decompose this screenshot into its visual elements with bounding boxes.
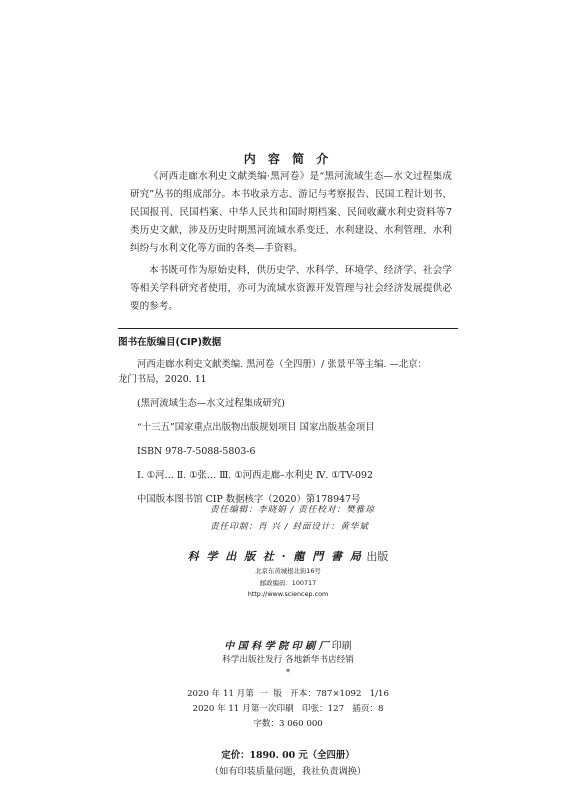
price-line: 定价：1890. 00 元（全四册） xyxy=(221,750,355,761)
section-divider xyxy=(118,328,458,329)
quality-note: （如有印装质量问题，我社负责调换） xyxy=(209,766,367,777)
publisher-names: 科 学 出 版 社 · 龍 門 書 局 xyxy=(187,550,363,563)
publisher-address: 北京东黄城根北街16号 xyxy=(255,567,321,575)
cip-number: 中国版本图书馆 CIP 数据核字（2020）第178947号 xyxy=(137,494,361,505)
publisher-line xyxy=(0,548,576,564)
cip-block xyxy=(118,357,458,507)
word-count: 字数：3 060 000 xyxy=(253,719,323,729)
cip-heading: 图书在版编目(CIP)数据 xyxy=(118,337,222,348)
cip-project: “十三五”国家重点出版物出版规划项目 国家出版基金项目 xyxy=(137,422,375,433)
credits-line-1: 责任编辑：李晓娟 / 责任校对：樊雅琼 xyxy=(210,505,375,515)
cip-isbn: ISBN 978-7-5088-5803-6 xyxy=(137,446,256,457)
cip-entry-line-1: 河西走廊水利史文献类编. 黑河卷（全四册）/ 张景平等主编. —北京： xyxy=(137,359,427,370)
publisher-postcode: 邮政编码：100717 xyxy=(259,579,317,587)
cip-series: (黑河流域生态—水文过程集成研究) xyxy=(137,398,285,409)
printer-name: 中 国 科 学 院 印 刷 厂 xyxy=(224,641,329,652)
credits-line-2: 责任印制：肖 兴 / 封面设计：黄华斌 xyxy=(210,522,369,532)
intro-paragraph-1: 《河西走廊水利史文献类编·黑河卷》是“黑河流域生态—水文过程集成研究”丛书的组成部分。本书收录方志、游记与考察报告、民国工程计划书、民国报刊、民国档案、中华人民共和国时期档案、民间收藏水利史资料等7类历史文献，涉及历史时期黑河流域水系变迁、水利建设、水利管理、水利纠纷与水利文化等方面的各类—手资料。 xyxy=(130,171,452,254)
intro-title: 内 容 简 介 xyxy=(243,152,333,166)
publisher-website: http://www.sciencep.com xyxy=(247,590,329,598)
cip-entry-line-2: 龙门书局，2020. 11 xyxy=(118,374,207,385)
publisher-suffix: 出版 xyxy=(366,550,389,563)
intro-paragraph-2: 本书既可作为原始史料，供历史学、水科学、环境学、经济学、社会学等相关学科研究者使用，亦可为流域水资源开发管理与社会经济发展提供必要的参考。 xyxy=(130,265,452,312)
edition-line-1: 2020 年 11 月第 一 版 开本：787×1092 1/16 xyxy=(187,689,389,699)
cip-classification: Ⅰ. ①河… Ⅱ. ①张… Ⅲ. ①河西走廊–水利史 Ⅳ. ①TV-092 xyxy=(137,470,373,481)
distribution-line: 科学出版社发行 各地新华书店经销 xyxy=(222,655,354,665)
printer-suffix: 印刷 xyxy=(331,641,352,652)
printer-line xyxy=(0,637,576,652)
edition-line-2: 2020 年 11 月第一次印刷 印张：127 插页：8 xyxy=(192,704,384,714)
star-separator: * xyxy=(285,668,291,678)
